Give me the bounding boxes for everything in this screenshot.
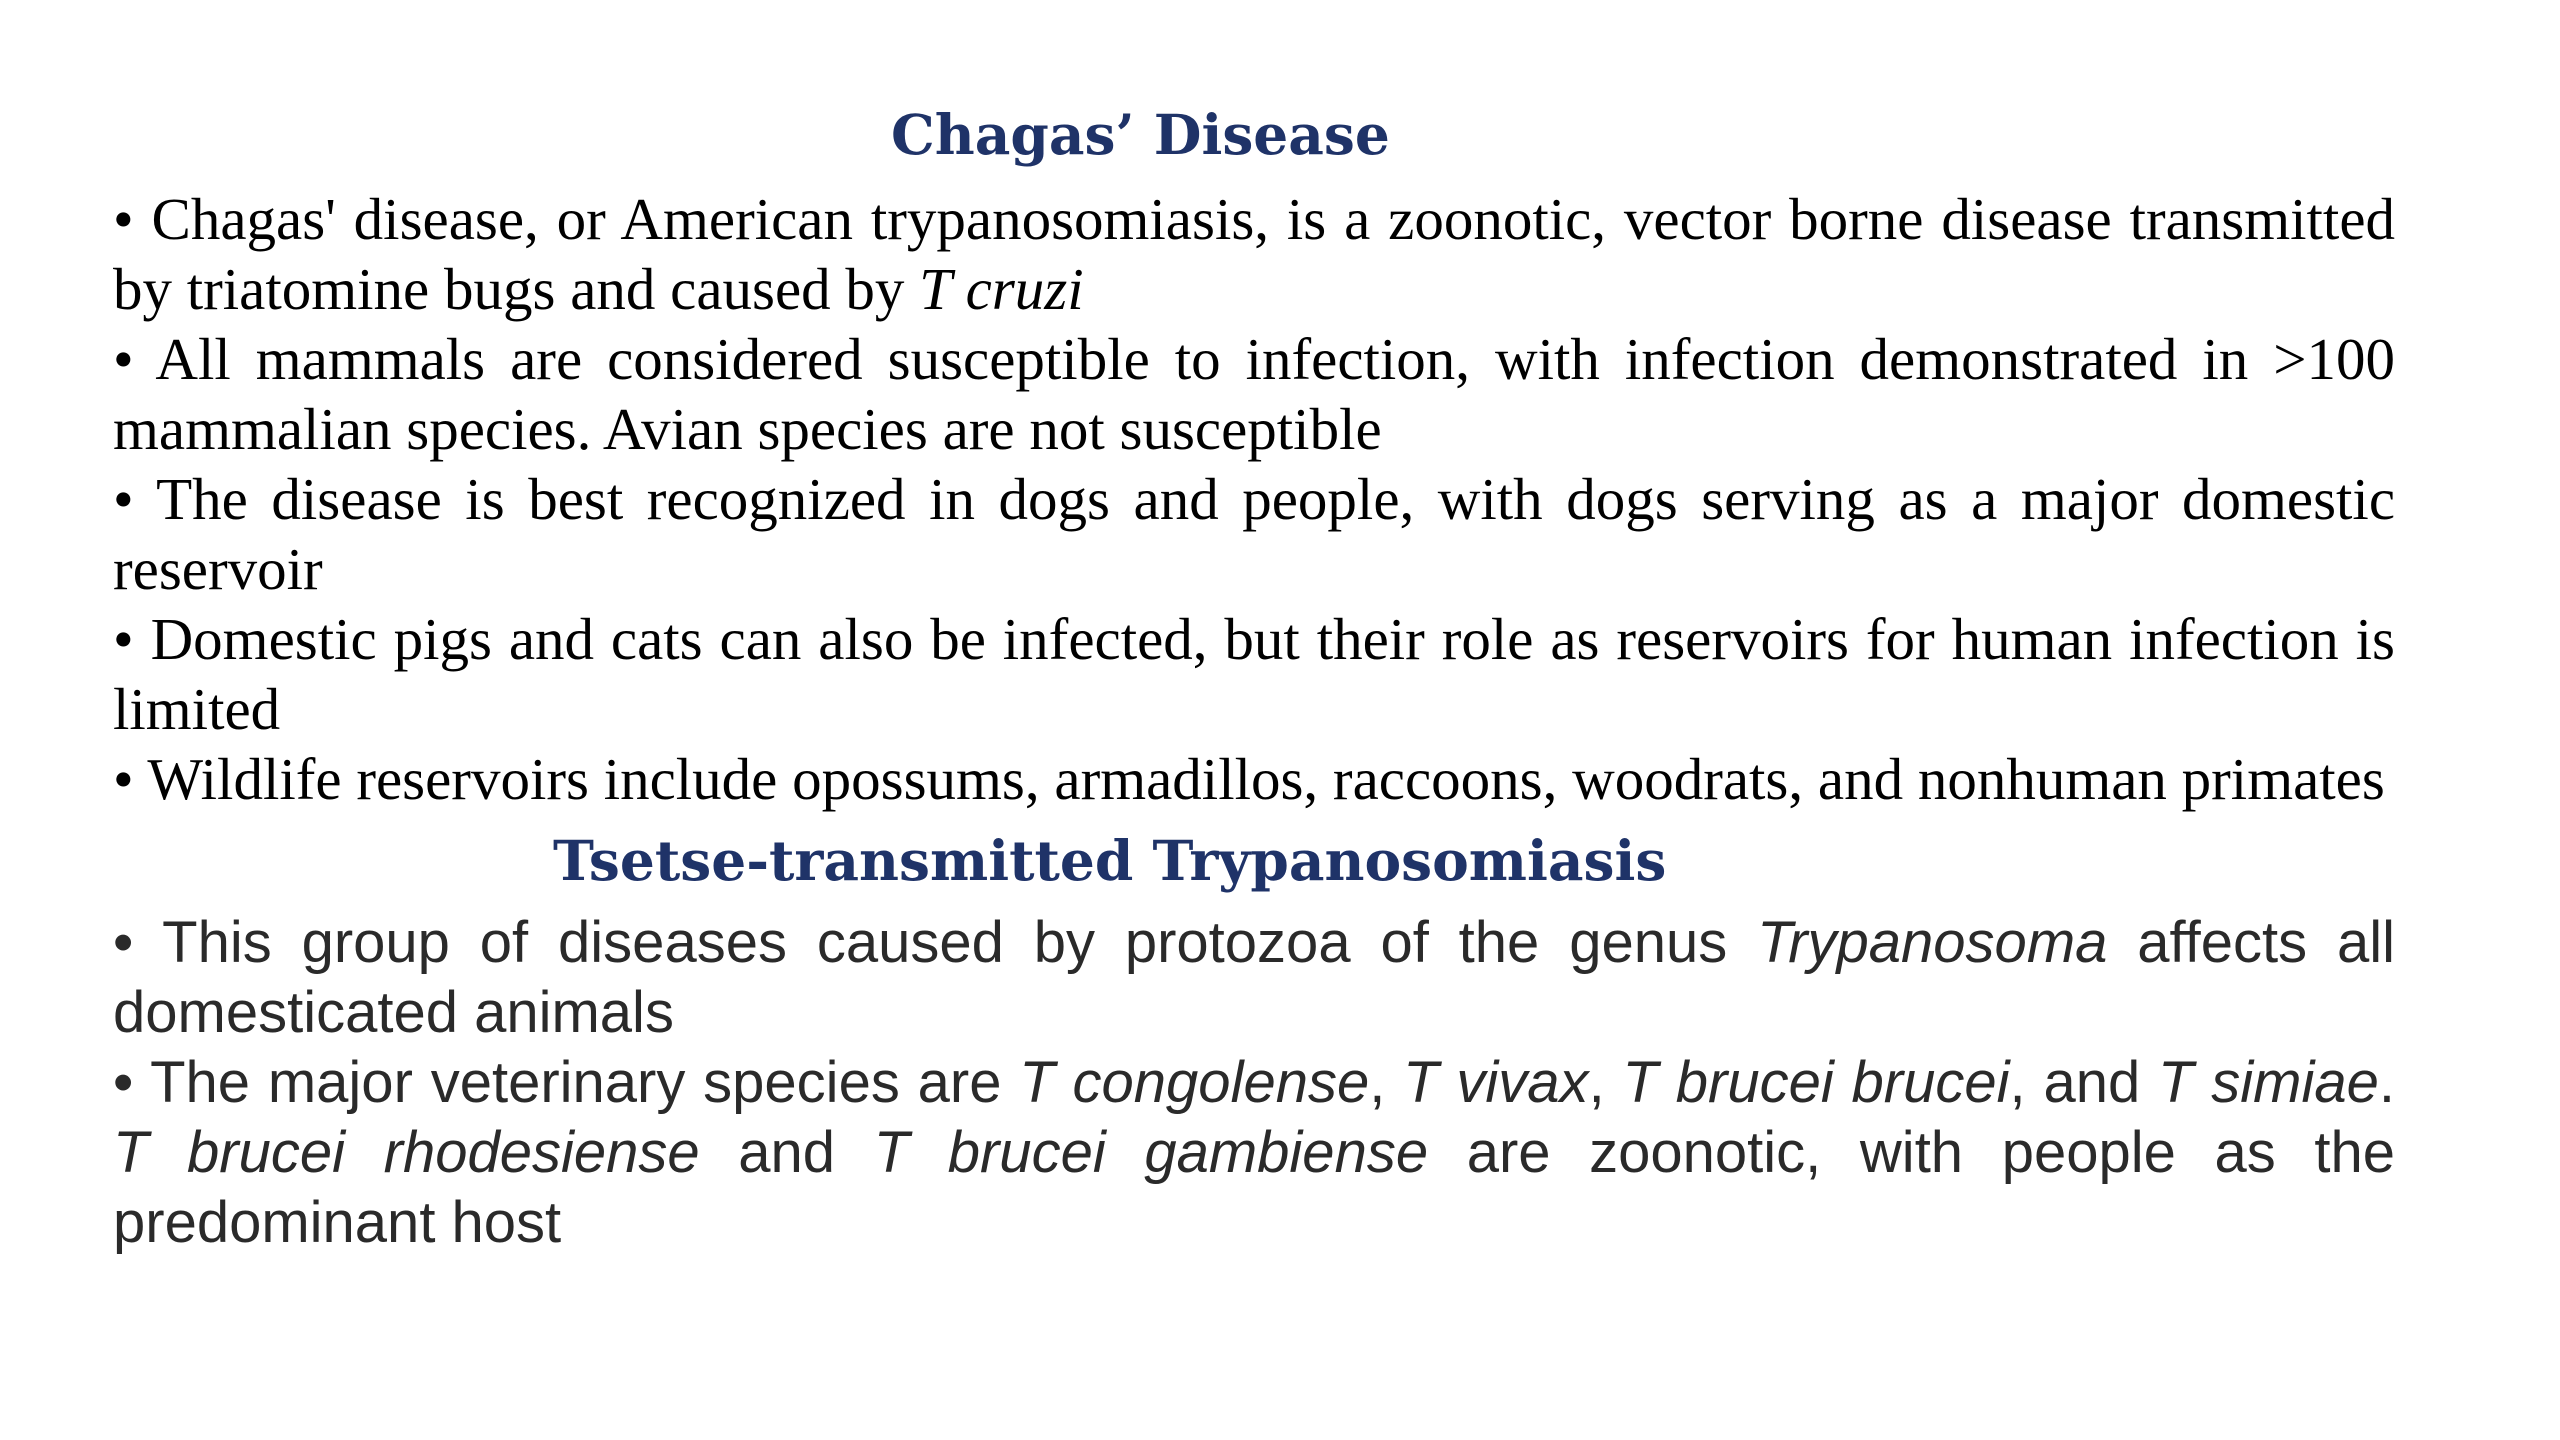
bullet-text: , and [2009,1050,2159,1115]
bullet-text: and [699,1120,874,1185]
bullet-text: This group of diseases caused by protozoa of the genus [162,910,1758,975]
bullet-dot: • [113,326,134,392]
bullet-item [113,744,2395,814]
slide-content [113,100,2395,1258]
bullet-text: Chagas' disease, or American trypanosomiasis, is a zoonotic, vector borne disease transmitted by triatomine bugs and caused by [113,186,2396,322]
section-title-tsetse: Tsetse-transmitted Trypanosomiasis [553,828,1667,893]
bullet-text: The major veterinary species are [150,1050,1020,1115]
species-name: T brucei brucei [1622,1050,2010,1115]
bullet-item [113,604,2395,744]
bullet-text: The disease is best recognized in dogs and people, with dogs serving as a major domestic reservoir [113,466,2396,602]
species-name: T cruzi [919,256,1084,322]
bullet-text: , [1369,1050,1404,1115]
species-name: T brucei gambiense [873,1120,1429,1185]
species-name: T simiae [2158,1050,2379,1115]
bullet-text: affects all domesticated animals [113,910,2395,1045]
bullet-text: Domestic pigs and cats can also be infected, but their role as reservoirs for human infection is limited [113,606,2396,742]
bullet-dot: • [113,466,134,532]
bullet-text: , [1588,1050,1623,1115]
bullet-dot: • [113,186,134,252]
bullet-dot: • [113,606,134,672]
bullet-text: are zoonotic, with people as the predominant host [113,1120,2395,1255]
bullet-dot: • [113,1050,134,1115]
bullet-item [113,184,2395,324]
bullet-dot: • [113,910,134,975]
species-name: T congolense [1019,1050,1370,1115]
genus-name: Trypanosoma [1757,910,2108,975]
bullet-text: Wildlife reservoirs include opossums, armadillos, raccoons, woodrats, and nonhuman primates [147,746,2385,812]
section-title-chagas: Chagas’ Disease [891,102,1390,167]
bullet-item [113,1048,2395,1258]
species-name: T vivax [1403,1050,1589,1115]
bullet-item [113,324,2395,464]
bullet-text: . [2378,1050,2395,1115]
bullet-item [113,464,2395,604]
bullet-item [113,908,2395,1048]
species-name: T brucei rhodesiense [113,1120,700,1185]
bullet-text: All mammals are considered susceptible to infection, with infection demonstrated in >100 mammalian species. Avian species are not susceptible [113,326,2395,462]
tsetse-bullet-list [113,908,2395,1258]
bullet-dot: • [113,746,134,812]
chagas-bullet-list [113,184,2395,814]
